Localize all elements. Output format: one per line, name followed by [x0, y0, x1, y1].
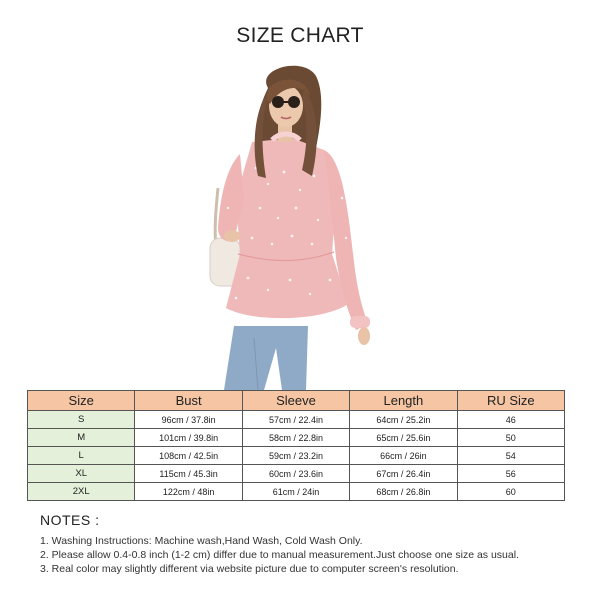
note-line: 1. Washing Instructions: Machine wash,Hand Wash, Cold Wash Only. — [40, 535, 363, 547]
size-cell: 2XL — [28, 483, 135, 501]
length-cell: 64cm / 25.2in — [350, 411, 457, 429]
size-cell: L — [28, 447, 135, 465]
length-cell: 66cm / 26in — [350, 447, 457, 465]
ru-size-cell: 56 — [457, 465, 564, 483]
sleeve-cell: 57cm / 22.4in — [242, 411, 349, 429]
bust-cell: 122cm / 48in — [135, 483, 242, 501]
table-row — [28, 429, 565, 447]
sleeve-cell: 59cm / 23.2in — [242, 447, 349, 465]
note-line: 3. Real color may slightly different via website picture due to computer screen's resolution. — [40, 563, 459, 575]
length-cell: 65cm / 25.6in — [350, 429, 457, 447]
ru-size-cell: 60 — [457, 483, 564, 501]
size-cell: XL — [28, 465, 135, 483]
bust-cell: 115cm / 45.3in — [135, 465, 242, 483]
table-row — [28, 465, 565, 483]
ru-size-cell: 50 — [457, 429, 564, 447]
size-cell: S — [28, 411, 135, 429]
bust-cell: 96cm / 37.8in — [135, 411, 242, 429]
header-length: Length — [350, 391, 457, 411]
table-header-row — [28, 391, 565, 411]
ru-size-cell: 54 — [457, 447, 564, 465]
table-row — [28, 483, 565, 501]
page-title: SIZE CHART — [236, 24, 364, 47]
note-line: 2. Please allow 0.4-0.8 inch (1-2 cm) differ due to manual measurement.Just choose one size as usual. — [40, 549, 519, 561]
model-photo — [196, 58, 406, 390]
header-size: Size — [28, 391, 135, 411]
notes-heading: NOTES : — [40, 512, 100, 528]
length-cell: 67cm / 26.4in — [350, 465, 457, 483]
bust-cell: 101cm / 39.8in — [135, 429, 242, 447]
header-bust: Bust — [135, 391, 242, 411]
header-ru-size: RU Size — [457, 391, 564, 411]
sleeve-cell: 60cm / 23.6in — [242, 465, 349, 483]
notes-section — [40, 512, 580, 576]
sleeve-cell: 61cm / 24in — [242, 483, 349, 501]
table-row — [28, 411, 565, 429]
header-sleeve: Sleeve — [242, 391, 349, 411]
table-row — [28, 447, 565, 465]
length-cell: 68cm / 26.8in — [350, 483, 457, 501]
size-cell: M — [28, 429, 135, 447]
sleeve-cell: 58cm / 22.8in — [242, 429, 349, 447]
ru-size-cell: 46 — [457, 411, 564, 429]
size-table — [27, 390, 565, 501]
bust-cell: 108cm / 42.5in — [135, 447, 242, 465]
